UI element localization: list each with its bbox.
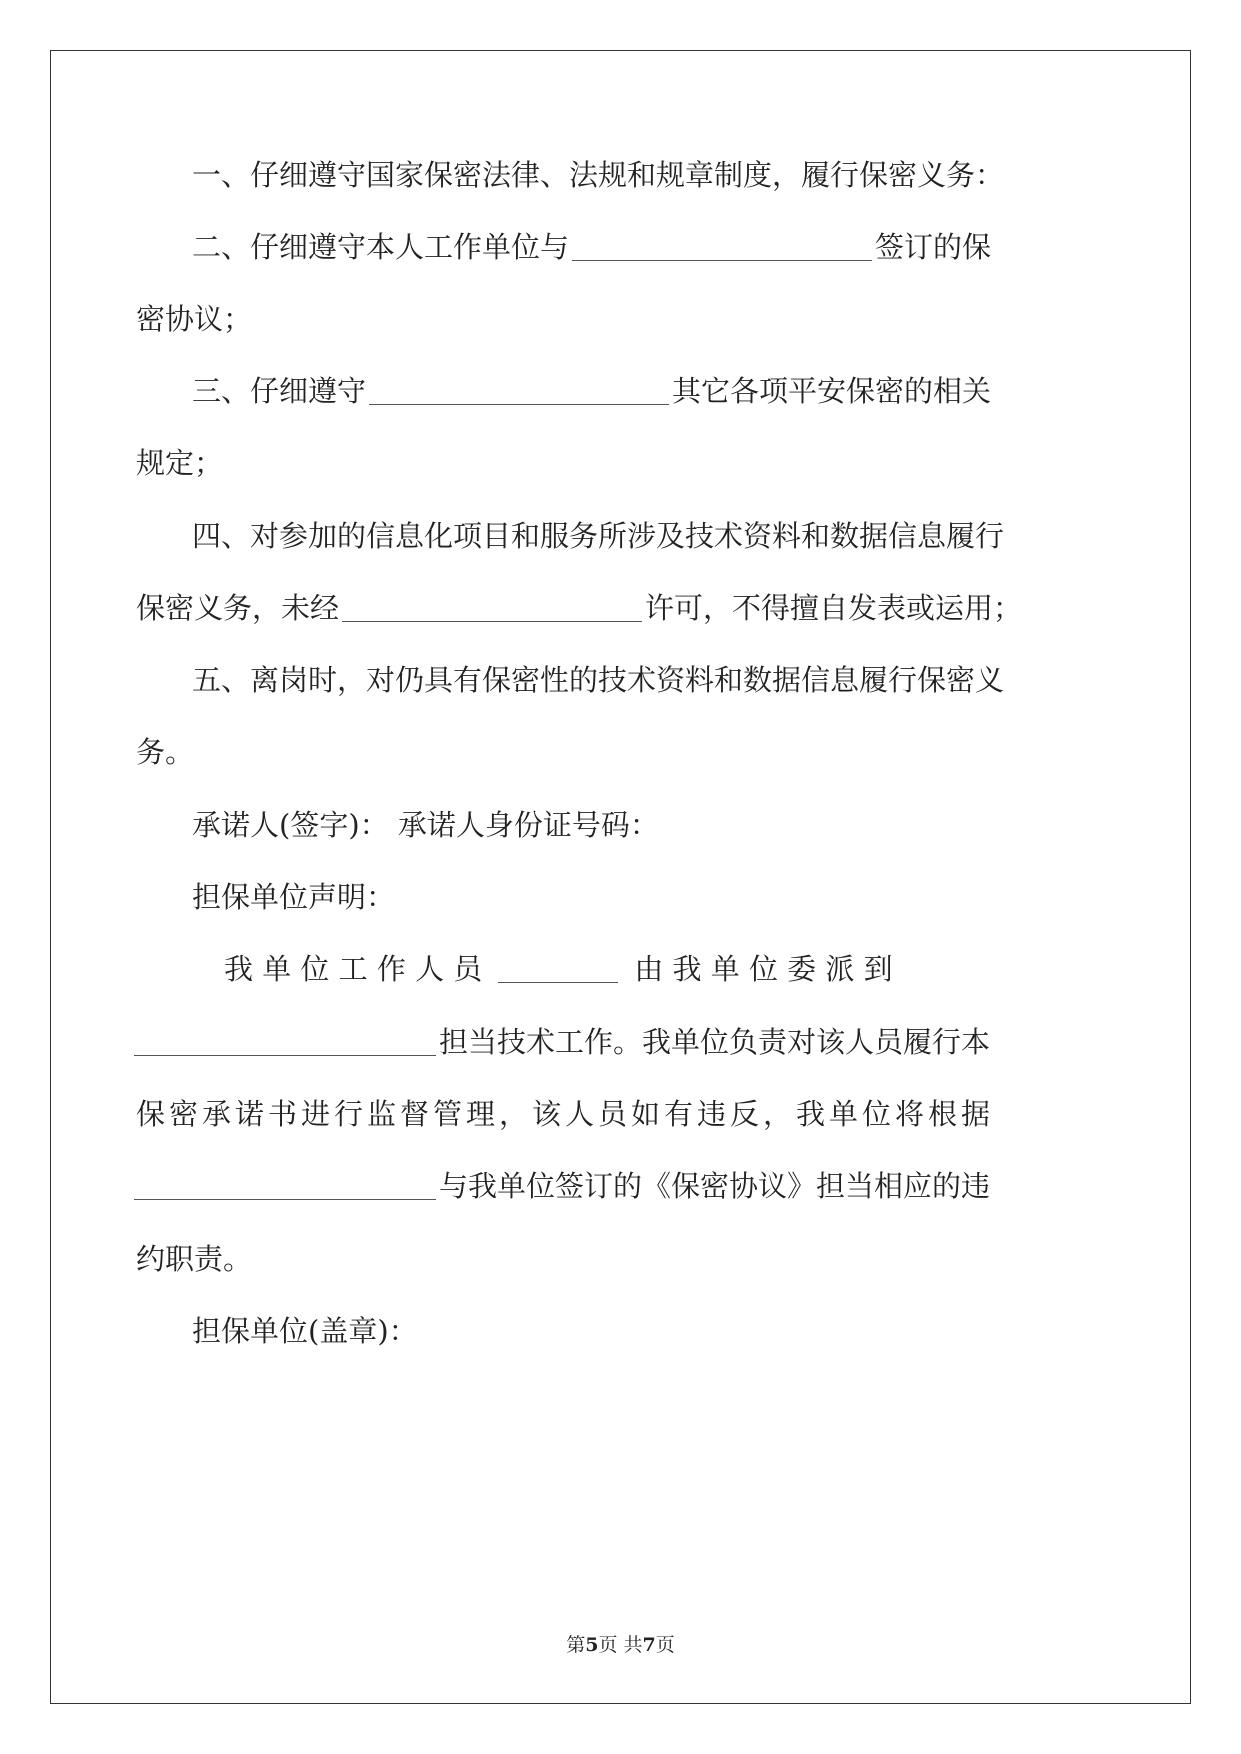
clause-4-continued: [0, 586, 1241, 626]
clause-2-text-a: 二、仔细遵守本人工作单位与: [192, 230, 570, 264]
clause-3-continued: [0, 441, 1241, 481]
clause-3-text-b: 其它各项平安保密的相关: [672, 374, 992, 408]
guarantee-text-3: 保密承诺书进行监督管理，该人员如有违反，我单位将根据: [136, 1097, 995, 1131]
footer-suffix: 页: [655, 1634, 675, 1656]
clause-4-text-b: 保密义务，未经: [136, 591, 340, 625]
clause-3: [0, 369, 1241, 409]
clause-5-text-b: 务。: [136, 735, 195, 769]
clause-4: [0, 514, 1241, 554]
fill-in-blank[interactable]: [369, 378, 669, 405]
clause-3-text-a: 三、仔细遵守: [192, 374, 367, 408]
guarantee-text-1a: 我 单 位 工 作 人 员: [224, 952, 483, 986]
clause-5-text-a: 五、离岗时，对仍具有保密性的技术资料和数据信息履行保密义: [192, 663, 1005, 697]
signature-label: 承诺人(签字)： 承诺人身份证号码：: [192, 808, 659, 842]
clause-3-text-c: 规定；: [136, 446, 224, 480]
clause-5: [0, 658, 1241, 698]
clause-1-text: 一、仔细遵守国家保密法律、法规和规章制度，履行保密义务：: [192, 158, 1005, 192]
guarantee-text-2: 担当技术工作。我单位负责对该人员履行本: [439, 1025, 991, 1059]
clause-1: [0, 153, 1241, 193]
guarantee-text-1b: 由 我 单 位 委 派 到: [634, 952, 893, 986]
clause-2: [0, 225, 1241, 265]
fill-in-blank[interactable]: [498, 956, 618, 983]
current-page-number: 5: [585, 1634, 599, 1656]
footer-mid: 页 共: [598, 1634, 643, 1656]
seal-label: 担保单位(盖章)：: [192, 1314, 418, 1348]
clause-2-text-c: 密协议；: [136, 302, 253, 336]
total-page-number: 7: [642, 1634, 656, 1656]
page-footer: [0, 1633, 1241, 1657]
fill-in-blank[interactable]: [572, 234, 872, 261]
guarantee-line-3: [0, 1092, 1241, 1132]
guarantee-heading: [0, 875, 1241, 915]
guarantee-text-4: 与我单位签订的《保密协议》担当相应的违: [439, 1169, 991, 1203]
clause-4-text-a: 四、对参加的信息化项目和服务所涉及技术资料和数据信息履行: [192, 519, 1005, 553]
footer-prefix: 第: [566, 1634, 586, 1656]
fill-in-blank[interactable]: [134, 1173, 436, 1200]
fill-in-blank[interactable]: [134, 1029, 436, 1056]
guarantee-heading-text: 担保单位声明：: [192, 880, 396, 914]
clause-2-text-b: 签订的保: [875, 230, 992, 264]
clause-2-continued: [0, 297, 1241, 337]
guarantee-line-5: [0, 1237, 1241, 1277]
guarantee-text-5: 约职责。: [136, 1242, 253, 1276]
signature-line: [0, 803, 1241, 843]
clause-4-text-c: 许可，不得擅自发表或运用；: [645, 591, 1023, 625]
seal-line: [0, 1309, 1241, 1349]
clause-5-continued: [0, 730, 1241, 770]
guarantee-line-4: [0, 1164, 1241, 1204]
fill-in-blank[interactable]: [342, 595, 642, 622]
guarantee-line-2: [0, 1020, 1241, 1060]
guarantee-line-1: [0, 947, 1241, 987]
